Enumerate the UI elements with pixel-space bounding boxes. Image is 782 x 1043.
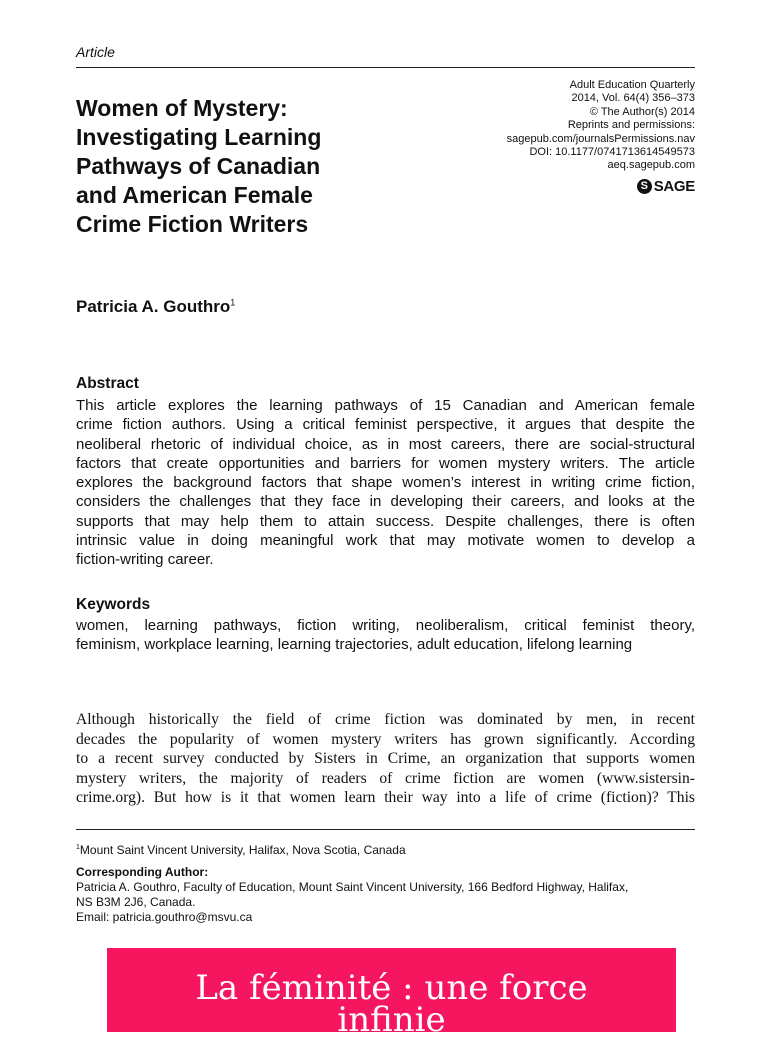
publisher-logo: [637, 178, 695, 195]
body-line: decades the popularity of women mystery writers has grown significantly. According: [76, 730, 695, 748]
journal-name: Adult Education Quarterly: [569, 79, 695, 91]
banner-line: infinie: [337, 1000, 446, 1032]
title-line: and American Female: [76, 182, 313, 208]
corresponding-line: NS B3M 2J6, Canada.: [76, 895, 196, 909]
abstract-line: fiction-writing career.: [76, 551, 214, 569]
footnote-mark: 1: [76, 844, 80, 851]
corresponding-line: Patricia A. Gouthro, Faculty of Education, Mount Saint Vincent University, 166 Bedford Highway, Halifax,: [76, 880, 629, 894]
journal-meta: [435, 79, 695, 173]
abstract-line: factors that create opportunities and barriers for women mystery writers. The article: [76, 454, 695, 472]
permissions-link[interactable]: sagepub.com/journalsPermissions.nav: [506, 132, 695, 145]
corresponding-heading: Corresponding Author:: [76, 865, 209, 879]
abstract-heading: Abstract: [76, 375, 139, 392]
reprints-label: Reprints and permissions:: [567, 119, 695, 132]
body-line: to a recent survey conducted by Sisters in Crime, an organization that supports women: [76, 750, 695, 768]
title-line: Investigating Learning: [76, 124, 322, 150]
author-name: Patricia A. Gouthro: [76, 297, 231, 316]
publisher-logo-text: SAGE: [653, 178, 695, 195]
title-line: Crime Fiction Writers: [76, 211, 309, 237]
abstract-line: intrinsic value in doing meaningful work that may motivate women to develop a: [76, 532, 695, 550]
abstract-line: crime fiction authors. Using a critical feminist perspective, it argues that despite the: [76, 416, 695, 434]
affiliation-text: Mount Saint Vincent University, Halifax, Nova Scotia, Canada: [79, 843, 406, 857]
author-affiliation-mark: 1: [230, 297, 236, 308]
journal-url[interactable]: aeq.sagepub.com: [607, 159, 695, 172]
abstract-line: considers the challenges that they face in developing their careers, and looks at the: [76, 493, 695, 511]
keywords-heading: Keywords: [76, 596, 151, 613]
abstract-line: neoliberal rhetoric of individual choice, as in most careers, there are social-structural: [76, 435, 695, 453]
abstract-line: This article explores the learning pathways of 15 Canadian and American female: [76, 397, 695, 414]
copyright: © The Author(s) 2014: [589, 105, 695, 118]
body-paragraph: [76, 710, 695, 808]
sage-s-logo-icon: S: [637, 179, 652, 194]
body-line: crime.org). But how is it that women learn their way into a life of crime (fiction)? This: [76, 789, 695, 807]
title-line: Pathways of Canadian: [76, 153, 321, 179]
abstract-line: explores the background factors that shape women’s interest in writing crime fiction,: [76, 474, 695, 492]
journal-volume: 2014, Vol. 64(4) 356–373: [571, 92, 695, 105]
article-type-label: Article: [76, 44, 115, 60]
keywords-text: [76, 616, 695, 655]
article-title: [76, 94, 406, 239]
header-rule: [76, 67, 695, 68]
doi[interactable]: DOI: 10.1177/0741713614549573: [529, 146, 695, 159]
corresponding-author-block: [76, 865, 628, 925]
promo-banner[interactable]: [107, 948, 676, 1032]
keywords-line: women, learning pathways, fiction writing, neoliberalism, critical feminist theory,: [76, 617, 695, 634]
footnote-rule: [76, 829, 695, 830]
body-line: mystery writers, the majority of readers of crime fiction are women (www.sistersin-: [76, 769, 695, 787]
affiliation-footnote: [76, 840, 406, 858]
title-line: Women of Mystery:: [76, 95, 288, 121]
keywords-line: feminism, workplace learning, learning trajectories, adult education, lifelong learning: [76, 636, 633, 654]
body-line: Although historically the field of crime fiction was dominated by men, in recent: [76, 711, 695, 728]
author-name-block: [76, 297, 235, 317]
corresponding-email[interactable]: Email: patricia.gouthro@msvu.ca: [76, 910, 253, 924]
abstract-text: [76, 396, 695, 570]
banner-line: La féminité : une force: [195, 968, 588, 1008]
abstract-line: supports that may help them to attain success. Despite challenges, there is often: [76, 512, 695, 530]
